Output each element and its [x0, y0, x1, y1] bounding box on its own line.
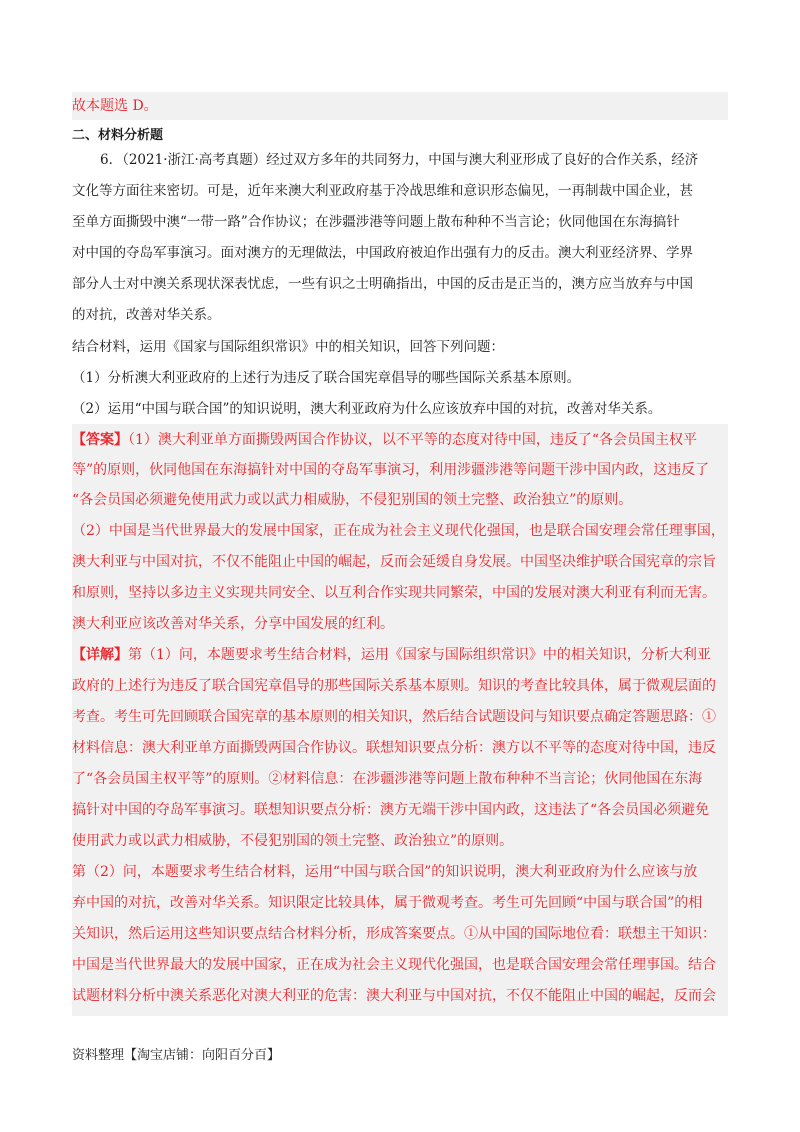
question-line: 6．（2021·浙江·高考真题）经过双方多年的共同努力，中国与澳大利亚形成了良好的合作关系，经济: [100, 152, 699, 168]
detail-line: 材料信息：澳大利亚单方面撕毁两国合作协议。联想知识要点分析：澳方以不平等的态度对待中国，违反: [72, 740, 716, 756]
top-answer-text: 故本题选 D。: [72, 98, 158, 114]
question-line: 对中国的夺岛军事演习。面对澳方的无理做法，中国政府被迫作出强有力的反击。澳大利亚经济界、学界: [72, 245, 693, 261]
question-sub-2: （2）运用“中国与联合国”的知识说明，澳大利亚政府为什么应该放弃中国的对抗，改善对华关系。: [72, 401, 662, 417]
answer-line: 澳大利亚应该改善对华关系，分享中国发展的红利。: [72, 616, 394, 632]
detail-line: 了“各会员国主权平等”的原则。②材料信息：在涉疆涉港等问题上散布种种不当言论；伙同他国在东海: [72, 771, 703, 787]
answer-line: 和原则，坚持以多边主义实现共同安全、以互利合作实现共同繁荣，中国的发展对澳大利亚有利而无害。: [72, 585, 716, 601]
answer-text: （1）澳大利亚单方面撕毁两国合作协议，以不平等的态度对待中国，违反了“各会员国主权平: [128, 432, 698, 448]
detail-line: 使用武力或以武力相威胁，不侵犯别国的领土完整、政治独立”的原则。: [72, 833, 514, 849]
question-sub-1: （1）分析澳大利亚政府的上述行为违反了联合国宪章倡导的哪些国际关系基本原则。: [72, 370, 581, 386]
detail-line: 搞针对中国的夺岛军事演习。联想知识要点分析：澳方无端干涉中国内政，这违法了“各会员国必须避免: [72, 802, 710, 818]
answer-line: （2）中国是当代世界最大的发展中国家，正在成为社会主义现代化强国，也是联合国安理会常任理事国，: [72, 523, 725, 539]
detail-line: 考查。考生可先回顾联合国宪章的基本原则的相关知识，然后结合试题设问与知识要点确定答题思路：①: [72, 709, 716, 725]
detail-tag: 【详解】: [72, 647, 128, 663]
detail-line: 弃中国的对抗，改善对华关系。知识限定比较具体，属于微观考查。考生可先回顾“中国与联合国”的相: [72, 895, 703, 911]
question-line: 部分人士对中澳关系现状深表忧虑，一些有识之士明确指出，中国的反击是正当的，澳方应当放弃与中国: [72, 276, 693, 292]
question-line: 文化等方面往来密切。可是，近年来澳大利亚政府基于冷战思维和意识形态偏见，一再制裁中国企业，甚: [72, 183, 693, 199]
detail-line-1: [72, 640, 728, 670]
question-line: 至单方面撕毁中澳“一带一路”合作协议；在涉疆涉港等问题上散布种种不当言论；伙同他国在东海搞针: [72, 214, 680, 230]
page-footer: 资料整理【淘宝店铺：向阳百分百】: [72, 1048, 281, 1063]
detail-line: 第（2）问，本题要求考生结合材料，运用“中国与联合国”的知识说明，澳大利亚政府为什么应该与放: [72, 864, 698, 880]
answer-line: 等”的原则，伙同他国在东海搞针对中国的夺岛军事演习，利用涉疆涉港等问题干涉中国内政，这违反了: [72, 462, 710, 478]
question-prompt: 结合材料，运用《国家与国际组织常识》中的相关知识，回答下列问题：: [72, 339, 504, 355]
section-heading: 二、材料分析题: [72, 128, 164, 143]
question-line: 的对抗，改善对华关系。: [72, 307, 221, 323]
answer-tag: 【答案】: [72, 432, 128, 448]
detail-line: 关知识，然后运用这些知识要点结合材料分析，形成答案要点。①从中国的国际地位看：联想主干知识：: [72, 926, 716, 942]
detail-line: 中国是当代世界最大的发展中国家，正在成为社会主义现代化强国，也是联合国安理会常任理事国。结合: [72, 957, 716, 973]
answer-line-1: [72, 425, 728, 455]
detail-line: 政府的上述行为违反了联合国宪章倡导的那些国际关系基本原则。知识的考查比较具体，属于微观层面的: [72, 678, 716, 694]
detail-text: 第（1）问，本题要求考生结合材料，运用《国家与国际组织常识》中的相关知识，分析大利亚: [128, 647, 711, 663]
answer-line: “各会员国必须避免使用武力或以武力相威胁，不侵犯别国的领土完整、政治独立”的原则。: [72, 492, 633, 508]
answer-line: 澳大利亚与中国对抗，不仅不能阻止中国的崛起，反而会延缓自身发展。中国坚决维护联合国宪章的宗旨: [72, 554, 716, 570]
detail-line: 试题材料分析中澳关系恶化对澳大利亚的危害：澳大利亚与中国对抗，不仅不能阻止中国的崛起，反而会: [72, 988, 716, 1004]
